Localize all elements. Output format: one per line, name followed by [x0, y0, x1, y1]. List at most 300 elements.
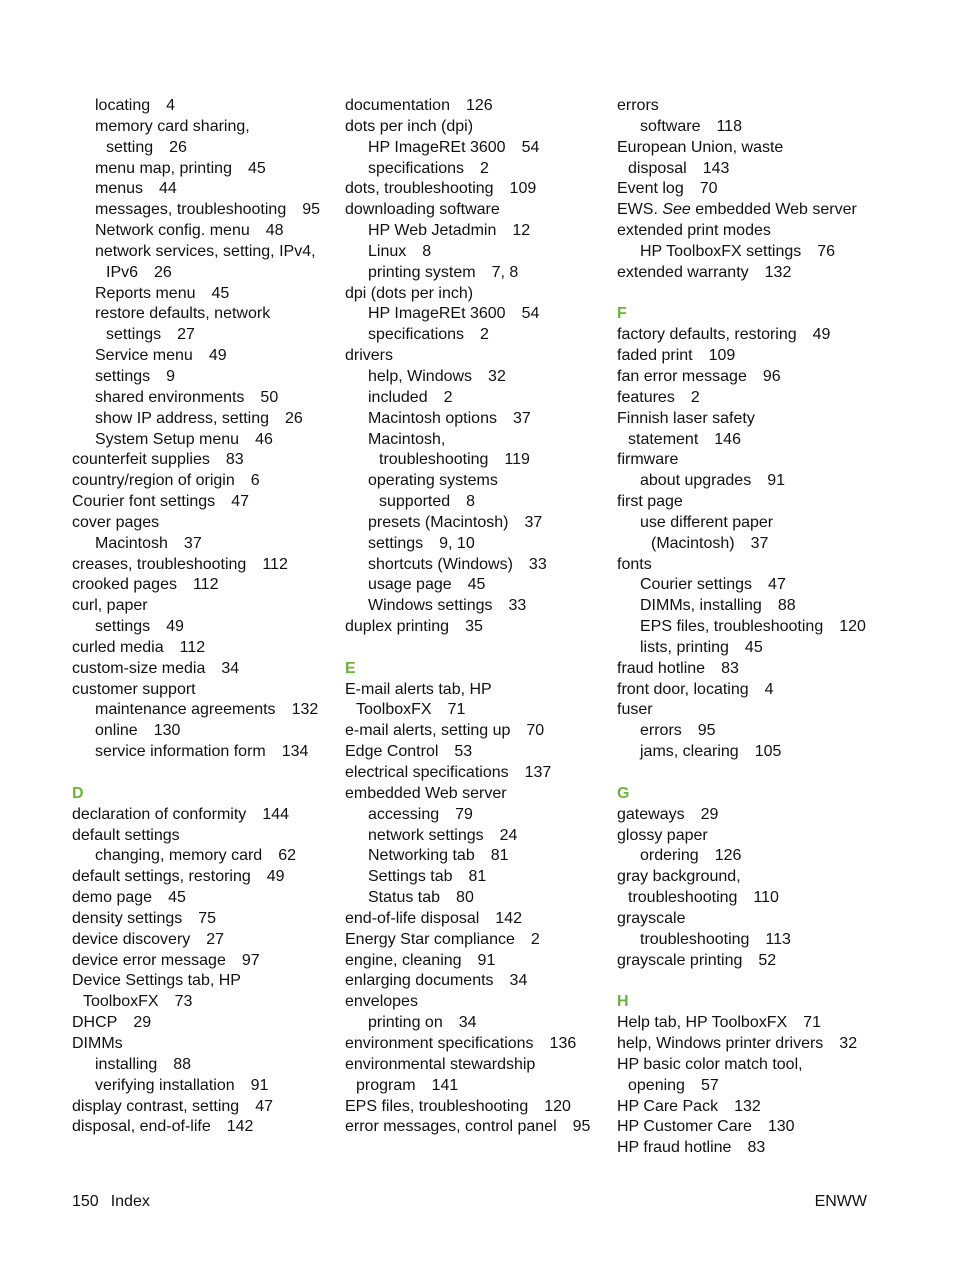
section-gap	[72, 763, 332, 784]
index-entry	[345, 909, 605, 930]
index-term: EWS.	[617, 201, 663, 219]
index-subentry	[345, 1013, 605, 1034]
index-term: firmware	[617, 451, 679, 469]
index-term: help, Windows printer drivers	[617, 1034, 824, 1052]
index-subentry	[72, 138, 332, 159]
index-entry	[617, 1034, 907, 1055]
index-term: faded print	[617, 347, 693, 365]
index-term: end-of-life disposal	[345, 909, 480, 927]
index-term: changing, memory card	[95, 847, 263, 865]
index-term: troubleshooting	[379, 451, 489, 469]
index-entry	[617, 96, 907, 117]
page-reference: 81	[468, 868, 487, 886]
section-gap	[345, 638, 605, 659]
index-term: HP ToolboxFX settings	[640, 242, 802, 260]
index-entry	[72, 513, 332, 534]
index-subentry	[617, 159, 907, 180]
page-reference: 45	[247, 159, 266, 177]
index-entry	[72, 638, 332, 659]
index-entry	[72, 1097, 332, 1118]
index-term: downloading software	[345, 201, 500, 219]
index-term: Courier font settings	[72, 493, 216, 511]
page-reference: 88	[173, 1055, 192, 1073]
index-term: HP Customer Care	[617, 1118, 752, 1136]
see-target: embedded Web server	[690, 201, 857, 219]
page-reference: 50	[260, 388, 279, 406]
page-reference: 8	[422, 242, 432, 260]
index-subentry	[345, 367, 605, 388]
index-letter-heading: D	[72, 784, 84, 802]
page-reference: 8	[466, 493, 476, 511]
index-term: documentation	[345, 97, 450, 114]
index-subentry	[72, 617, 332, 638]
page-reference: 45	[467, 576, 486, 594]
index-subentry	[72, 846, 332, 867]
page-footer-right: ENWW	[814, 1193, 867, 1210]
index-term: factory defaults, restoring	[617, 326, 797, 344]
page-reference: 33	[528, 555, 547, 573]
page-reference: 49	[812, 326, 831, 344]
page-reference: 112	[179, 638, 206, 656]
index-term: menus	[95, 180, 144, 198]
index-term: custom-size media	[72, 659, 206, 677]
index-term: ToolboxFX	[83, 993, 159, 1011]
page-reference: 95	[572, 1118, 591, 1136]
page-reference: 83	[721, 659, 739, 677]
index-subentry	[617, 617, 907, 638]
index-entry	[345, 1097, 605, 1118]
page-reference: 91	[767, 472, 785, 490]
page-reference: 46	[255, 430, 273, 448]
index-entry	[617, 450, 907, 471]
index-subentry	[617, 430, 907, 451]
index-entry	[72, 575, 332, 596]
page-reference: 62	[278, 847, 296, 865]
index-entry	[617, 409, 907, 430]
page-reference: 83	[225, 451, 244, 469]
index-subentry	[72, 304, 332, 325]
index-subentry	[345, 471, 605, 492]
index-entry	[617, 346, 907, 367]
index-entry	[72, 888, 332, 909]
index-term: maintenance agreements	[95, 701, 276, 719]
page-reference: 126	[465, 97, 493, 114]
page-reference: 80	[456, 889, 474, 907]
index-term: curled media	[72, 638, 164, 656]
index-entry	[345, 930, 605, 951]
index-term: presets (Macintosh)	[368, 513, 509, 531]
page-reference: 32	[839, 1034, 858, 1052]
index-term: HP ImageREt 3600	[368, 138, 506, 156]
index-subentry	[617, 742, 907, 763]
index-term: show IP address, setting	[95, 409, 270, 427]
page-reference: 96	[762, 367, 781, 385]
index-subentry	[72, 325, 332, 346]
page-reference: 143	[702, 159, 730, 177]
page-reference: 2	[480, 326, 489, 344]
index-entry	[72, 680, 332, 701]
index-column-3	[617, 96, 907, 1159]
index-term: Network config. menu	[95, 222, 250, 240]
index-term: country/region of origin	[72, 472, 235, 490]
page-reference: 83	[747, 1139, 766, 1157]
index-entry	[617, 388, 907, 409]
index-term: Macintosh options	[368, 409, 497, 427]
page-reference: 88	[777, 597, 796, 615]
page-reference: 110	[753, 889, 779, 907]
index-subentry	[617, 534, 907, 555]
index-term: fuser	[617, 701, 653, 719]
index-term: installing	[95, 1055, 158, 1073]
page-reference: 4	[764, 680, 774, 698]
index-subentry	[72, 992, 332, 1013]
page-reference: 112	[192, 576, 219, 594]
index-term: disposal	[628, 159, 687, 177]
page-reference: 26	[285, 409, 303, 427]
page-reference: 73	[174, 993, 193, 1011]
index-term: Event log	[617, 180, 684, 198]
index-term: operating systems	[368, 472, 498, 490]
index-term: troubleshooting	[640, 930, 750, 948]
page-reference: 47	[768, 576, 786, 594]
page-reference: 132	[291, 701, 319, 719]
page-reference: 47	[231, 493, 249, 511]
index-term: creases, troubleshooting	[72, 555, 247, 573]
index-subentry	[617, 596, 907, 617]
index-subentry	[345, 304, 605, 325]
index-subentry	[345, 888, 605, 909]
index-entry	[617, 263, 907, 284]
index-entry	[345, 742, 605, 763]
index-term: locating	[95, 97, 151, 114]
index-term: ToolboxFX	[356, 701, 432, 719]
page-reference: 34	[458, 1014, 477, 1032]
index-entry	[345, 284, 605, 305]
index-entry	[617, 200, 907, 221]
index-entry	[617, 1055, 907, 1076]
index-entry	[345, 346, 605, 367]
index-entry	[617, 1013, 907, 1034]
footer-section: Index	[110, 1193, 150, 1210]
index-entry	[72, 1013, 332, 1034]
index-subentry	[72, 534, 332, 555]
index-term: curl, paper	[72, 597, 148, 615]
page-reference: 6	[250, 472, 260, 490]
index-term: verifying installation	[95, 1076, 235, 1094]
page-reference: 53	[454, 743, 473, 761]
index-subentry	[345, 325, 605, 346]
page-reference: 70	[699, 180, 718, 198]
index-entry	[72, 805, 332, 826]
index-entry	[72, 930, 332, 951]
page-reference: 71	[447, 701, 466, 719]
page-reference: 119	[504, 451, 530, 469]
page-reference: 54	[521, 138, 540, 156]
section-gap	[617, 971, 907, 992]
page-reference: 120	[544, 1097, 571, 1115]
index-entry	[345, 200, 605, 221]
index-letter-heading: E	[345, 659, 356, 677]
index-entry	[72, 596, 332, 617]
index-term: gray background,	[617, 868, 741, 886]
index-term: electrical specifications	[345, 764, 509, 781]
index-entry	[617, 325, 907, 346]
index-term: network services, setting, IPv4,	[95, 242, 316, 260]
index-term: envelopes	[345, 993, 418, 1011]
page-reference: 79	[455, 805, 473, 823]
index-term: E-mail alerts tab, HP	[345, 680, 492, 698]
index-subentry	[617, 242, 907, 263]
index-term: restore defaults, network	[95, 305, 271, 323]
index-term: counterfeit supplies	[72, 451, 210, 469]
page-reference: 37	[524, 513, 543, 531]
index-subentry	[345, 1076, 605, 1097]
page-reference: 130	[153, 722, 181, 740]
index-term: (Macintosh)	[651, 534, 735, 552]
page-reference: 26	[169, 138, 187, 156]
page-reference: 49	[266, 868, 285, 886]
index-entry	[617, 555, 907, 576]
page-reference: 29	[133, 1014, 152, 1032]
index-entry	[617, 179, 907, 200]
index-term: settings	[95, 618, 151, 636]
page-reference: 71	[803, 1014, 821, 1032]
page-reference: 45	[744, 638, 763, 656]
index-term: grayscale	[617, 909, 686, 927]
page-reference: 113	[765, 930, 791, 948]
index-subentry	[72, 1076, 332, 1097]
index-term: extended warranty	[617, 263, 749, 281]
index-subentry	[345, 388, 605, 409]
index-subentry	[72, 700, 332, 721]
index-term: EPS files, troubleshooting	[640, 618, 824, 636]
index-subentry	[345, 575, 605, 596]
index-entry	[345, 1117, 605, 1138]
index-entry	[72, 951, 332, 972]
index-subentry	[345, 221, 605, 242]
index-subentry	[617, 575, 907, 596]
index-term: lists, printing	[640, 638, 729, 656]
index-term: Networking tab	[368, 847, 475, 865]
page-reference: 81	[490, 847, 509, 865]
index-subentry	[72, 242, 332, 263]
index-term: statement	[628, 430, 699, 448]
page-reference: 29	[700, 805, 719, 823]
index-entry	[72, 971, 332, 992]
section-gap	[617, 284, 907, 305]
page-reference: 47	[255, 1097, 273, 1115]
index-subentry	[72, 284, 332, 305]
index-term: HP Web Jetadmin	[368, 222, 497, 240]
index-term: embedded Web server	[345, 784, 507, 802]
index-subentry	[617, 638, 907, 659]
page-reference: 9, 10	[439, 534, 475, 552]
index-term: printing system	[368, 263, 476, 281]
page-reference: 34	[221, 659, 240, 677]
page-reference: 141	[431, 1076, 459, 1094]
index-term: dpi (dots per inch)	[345, 284, 474, 302]
section-gap	[617, 763, 907, 784]
index-term: engine, cleaning	[345, 951, 462, 969]
page-reference: 105	[754, 743, 782, 761]
index-subentry	[345, 242, 605, 263]
index-term: opening	[628, 1076, 685, 1094]
index-term: about upgrades	[640, 472, 752, 490]
index-entry	[72, 909, 332, 930]
index-term: device discovery	[72, 930, 191, 948]
index-term: help, Windows	[368, 367, 473, 385]
index-term: Courier settings	[640, 576, 753, 594]
index-subentry	[72, 96, 332, 117]
index-entry	[72, 867, 332, 888]
index-subentry	[72, 221, 332, 242]
index-term: Windows settings	[368, 597, 493, 615]
page-reference: 118	[716, 117, 742, 135]
index-term: Macintosh,	[368, 430, 446, 448]
index-term: network settings	[368, 826, 484, 844]
index-term: display contrast, setting	[72, 1097, 240, 1115]
index-subentry	[617, 1076, 907, 1097]
page-reference: 126	[714, 847, 742, 865]
index-term: Macintosh	[95, 534, 168, 552]
index-term: features	[617, 388, 675, 406]
page-reference: 120	[839, 618, 866, 636]
index-term: Settings tab	[368, 868, 453, 886]
index-term: enlarging documents	[345, 972, 494, 990]
page-reference: 54	[521, 305, 540, 323]
index-entry	[617, 867, 907, 888]
index-subentry	[345, 492, 605, 513]
index-term: extended print modes	[617, 222, 771, 240]
index-subentry	[345, 596, 605, 617]
index-entry	[345, 721, 605, 742]
page-reference: 109	[708, 347, 736, 365]
index-subentry	[72, 1055, 332, 1076]
index-term: customer support	[72, 680, 196, 698]
page-reference: 4	[166, 97, 176, 114]
index-subentry	[72, 117, 332, 138]
page-reference: 44	[159, 180, 177, 198]
page-reference: 33	[508, 597, 527, 615]
page-reference: 146	[714, 430, 741, 448]
index-term: density settings	[72, 909, 183, 927]
index-subentry	[617, 888, 907, 909]
index-subentry	[345, 409, 605, 430]
index-subentry	[345, 430, 605, 451]
index-term: software	[640, 117, 701, 135]
page-footer-left	[72, 1193, 150, 1211]
index-entry	[345, 1034, 605, 1055]
index-subentry	[345, 700, 605, 721]
index-term: DIMMs	[72, 1034, 123, 1052]
index-term: e-mail alerts, setting up	[345, 722, 511, 740]
index-entry	[617, 826, 907, 847]
index-term: program	[356, 1076, 416, 1094]
index-entry	[345, 179, 605, 200]
page-reference: 76	[817, 242, 836, 260]
page-reference: 27	[206, 930, 225, 948]
see-reference: See	[662, 201, 691, 219]
page-reference: 7, 8	[491, 263, 519, 281]
page-reference: 9	[166, 367, 176, 385]
index-term: drivers	[345, 347, 394, 365]
page-reference: 2	[690, 388, 700, 406]
page-reference: 95	[302, 201, 321, 219]
index-subentry	[72, 263, 332, 284]
index-entry	[72, 492, 332, 513]
page-reference: 142	[226, 1118, 254, 1136]
index-entry	[72, 471, 332, 492]
index-term: jams, clearing	[640, 743, 739, 761]
page-reference: 130	[767, 1118, 795, 1136]
page-reference: 95	[697, 722, 716, 740]
index-entry	[345, 617, 605, 638]
index-entry	[617, 659, 907, 680]
index-term: Service menu	[95, 347, 193, 365]
index-entry	[617, 1138, 907, 1159]
page-number: 150	[72, 1193, 99, 1210]
index-subentry	[72, 179, 332, 200]
index-term: demo page	[72, 889, 153, 907]
index-term: declaration of conformity	[72, 805, 247, 823]
index-subentry	[72, 346, 332, 367]
index-subentry	[617, 721, 907, 742]
index-term: accessing	[368, 805, 440, 823]
page-reference: 91	[250, 1076, 269, 1094]
page-reference: 132	[734, 1097, 761, 1115]
index-column-1	[72, 96, 332, 1138]
index-term: Help tab, HP ToolboxFX	[617, 1014, 788, 1032]
index-subentry	[617, 471, 907, 492]
index-subentry	[72, 159, 332, 180]
page-reference: 75	[198, 909, 217, 927]
index-term: setting	[106, 138, 154, 156]
index-entry	[345, 971, 605, 992]
index-entry	[617, 138, 907, 159]
index-term: supported	[379, 493, 451, 511]
index-entry	[72, 1117, 332, 1138]
index-term: Edge Control	[345, 743, 439, 761]
index-entry	[72, 1034, 332, 1055]
index-subentry	[617, 117, 907, 138]
index-term: specifications	[368, 159, 465, 177]
index-entry	[617, 909, 907, 930]
index-term: European Union, waste	[617, 138, 784, 156]
page-reference: 49	[166, 618, 184, 636]
index-term: System Setup menu	[95, 430, 240, 448]
index-subentry	[345, 513, 605, 534]
index-term: glossy paper	[617, 826, 708, 844]
index-term: printing on	[368, 1014, 443, 1032]
index-subentry	[345, 805, 605, 826]
index-subentry	[345, 159, 605, 180]
page-reference: 91	[477, 951, 496, 969]
index-term: device error message	[72, 951, 226, 969]
index-entry	[617, 805, 907, 826]
page-reference: 2	[480, 159, 489, 177]
index-term: fraud hotline	[617, 659, 706, 677]
index-term: troubleshooting	[628, 889, 738, 907]
page-reference: 2	[443, 388, 453, 406]
page-reference: 37	[183, 534, 202, 552]
index-term: environmental stewardship	[345, 1055, 536, 1073]
index-term: gateways	[617, 805, 685, 823]
page-reference: 2	[530, 930, 540, 948]
index-subentry	[345, 867, 605, 888]
index-subentry	[72, 742, 332, 763]
index-entry	[345, 763, 605, 784]
index-entry	[617, 221, 907, 242]
